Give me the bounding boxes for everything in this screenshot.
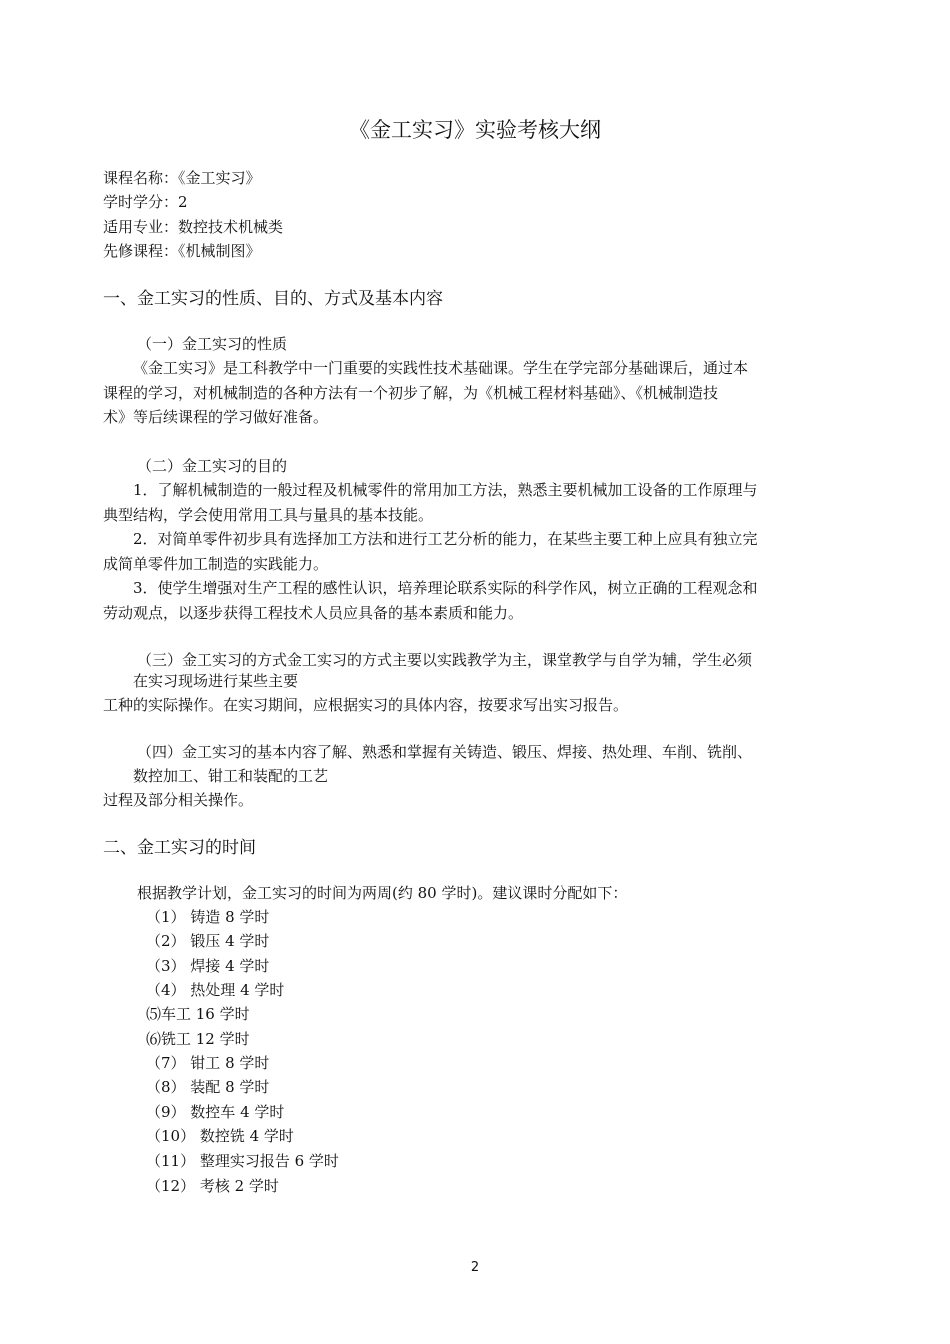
content-line-3: 过程及部分相关操作。 [103, 791, 254, 809]
document-title: 《金工实习》实验考核大纲 [349, 118, 601, 142]
content-line-1: （四）金工实习的基本内容了解、熟悉和掌握有关铸造、锻压、焊接、热处理、车削、铣削、 [137, 743, 753, 761]
schedule-item: （3） 焊接 4 学时 [146, 957, 270, 975]
purpose-item-3-line-2: 劳动观点，以逐步获得工程技术人员应具备的基本素质和能力。 [103, 604, 524, 622]
course-major: 适用专业：数控技术机械类 [103, 218, 284, 236]
schedule-item: （1） 铸造 8 学时 [146, 908, 270, 926]
method-line-3: 工种的实际操作。在实习期间，应根据实习的具体内容，按要求写出实习报告。 [103, 696, 629, 714]
schedule-intro: 根据教学计划，金工实习的时间为两周(约 80 学时)。建议课时分配如下： [137, 884, 628, 902]
section-heading-1: 一、金工实习的性质、目的、方式及基本内容 [103, 289, 443, 309]
schedule-item: （7） 钳工 8 学时 [146, 1054, 270, 1072]
schedule-item: （9） 数控车 4 学时 [146, 1103, 285, 1121]
nature-line-1: 《金工实习》是工科教学中一门重要的实践性技术基础课。学生在学完部分基础课后，通过本 [133, 359, 749, 377]
content-line-2: 数控加工、钳工和装配的工艺 [133, 767, 329, 785]
schedule-item: （2） 锻压 4 学时 [146, 932, 270, 950]
course-credits: 学时学分：2 [103, 193, 188, 211]
purpose-item-1-line-1: 1．了解机械制造的一般过程及机械零件的常用加工方法，熟悉主要机械加工设备的工作原理与 [133, 481, 758, 499]
schedule-item: ⑸车工 16 学时 [146, 1005, 250, 1023]
subsection-title-nature: （一）金工实习的性质 [137, 335, 288, 353]
subsection-title-purpose: （二）金工实习的目的 [137, 457, 288, 475]
schedule-item: （10） 数控铣 4 学时 [146, 1127, 294, 1145]
schedule-item: （11） 整理实习报告 6 学时 [146, 1152, 339, 1170]
method-line-2: 在实习现场进行某些主要 [133, 672, 299, 690]
schedule-item: （4） 热处理 4 学时 [146, 981, 285, 999]
course-prerequisite: 先修课程：《机械制图》 [103, 242, 261, 260]
purpose-item-2-line-1: 2．对简单零件初步具有选择加工方法和进行工艺分析的能力，在某些主要工种上应具有独立完 [133, 530, 758, 548]
nature-line-2: 课程的学习，对机械制造的各种方法有一个初步了解，为《机械工程材料基础》、《机械制造技 [103, 384, 719, 402]
course-name: 课程名称：《金工实习》 [103, 169, 261, 187]
purpose-item-1-line-2: 典型结构，学会使用常用工具与量具的基本技能。 [103, 506, 434, 524]
schedule-item: （12） 考核 2 学时 [146, 1177, 279, 1195]
section-heading-2: 二、金工实习的时间 [103, 838, 256, 858]
schedule-item: ⑹铣工 12 学时 [146, 1030, 250, 1048]
schedule-item: （8） 装配 8 学时 [146, 1078, 270, 1096]
purpose-item-3-line-1: 3．使学生增强对生产工程的感性认识，培养理论联系实际的科学作风，树立正确的工程观念和 [133, 579, 758, 597]
method-line-1: （三）金工实习的方式金工实习的方式主要以实践教学为主，课堂教学与自学为辅，学生必须 [137, 651, 753, 669]
page-number: 2 [470, 1260, 480, 1275]
purpose-item-2-line-2: 成简单零件加工制造的实践能力。 [103, 555, 329, 573]
nature-line-3: 术》等后续课程的学习做好准备。 [103, 408, 329, 426]
